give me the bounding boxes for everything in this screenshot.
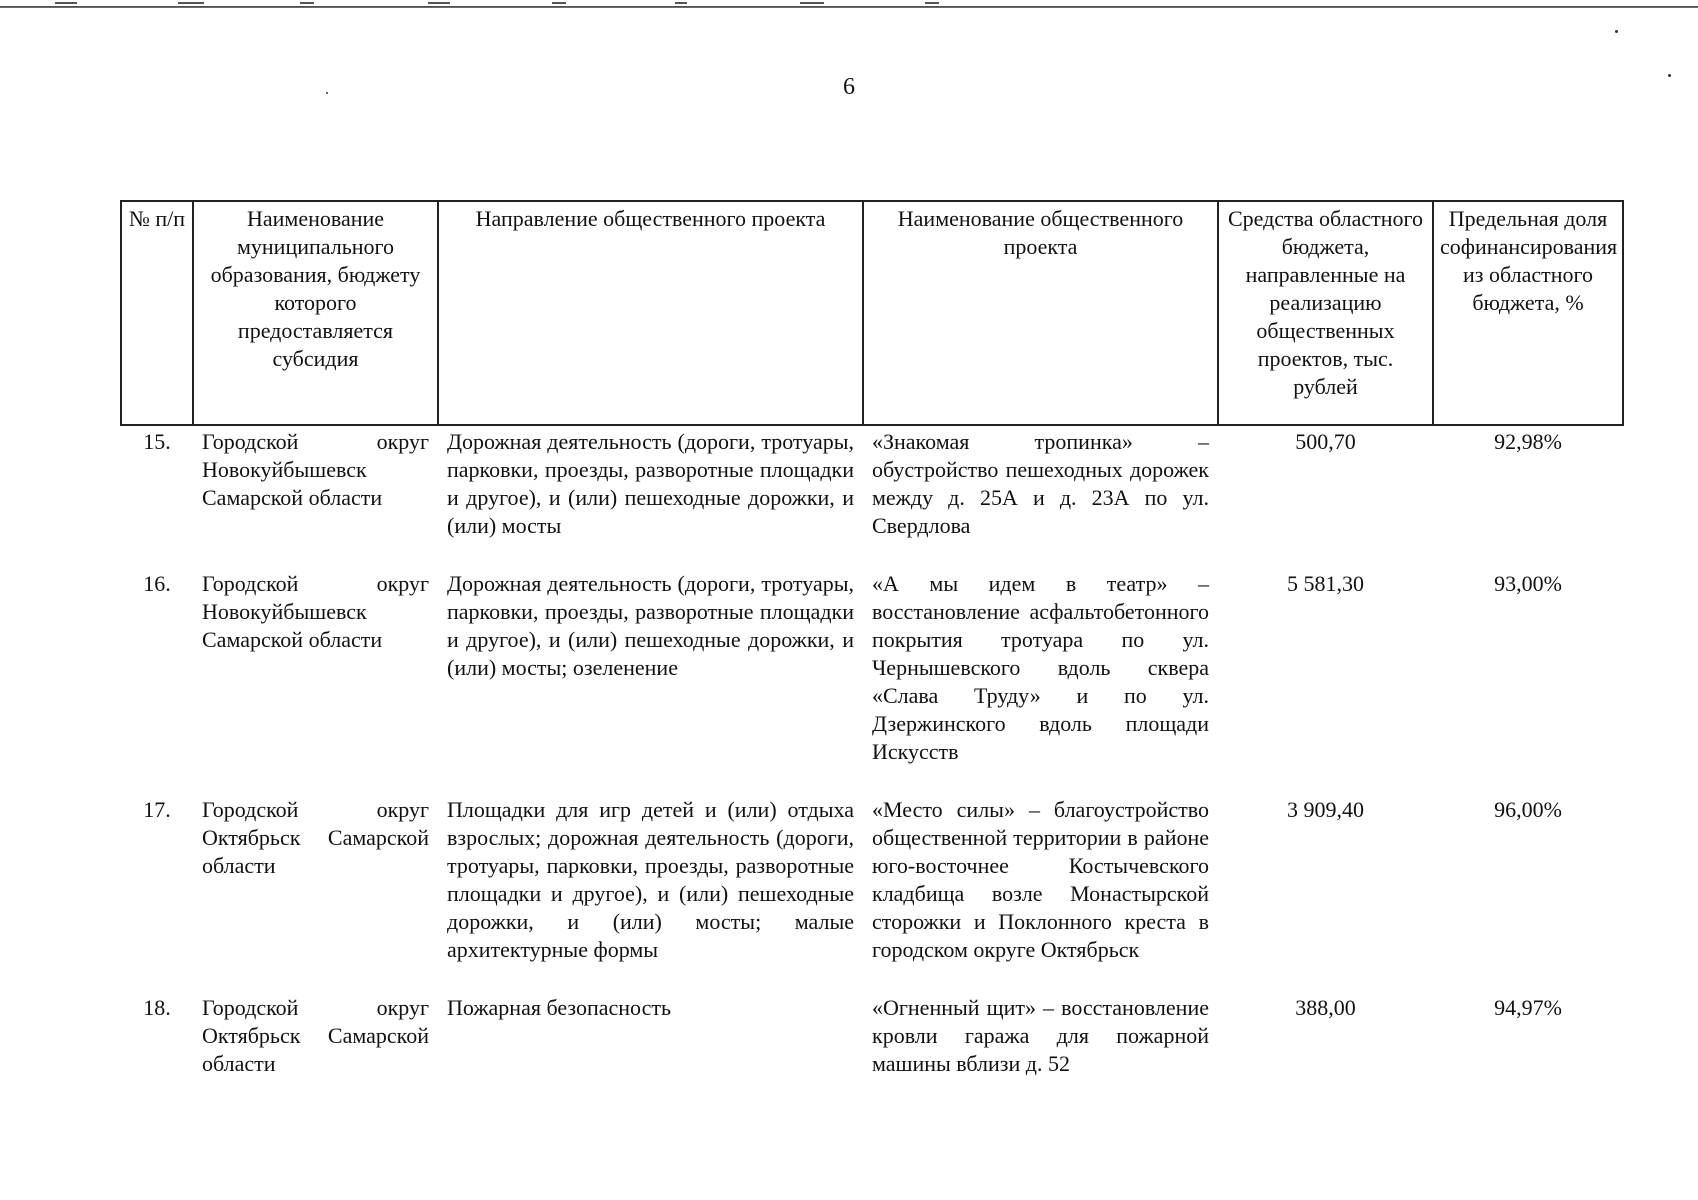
header-municipality: Наименование муниципального образования, бюджету которого предоставляется субсидия [193, 201, 438, 425]
row-funds: 5 581,30 [1287, 571, 1364, 596]
row-project: «Место силы» – благоустройство общественной территории в районе юго-восточнее Костычевского кладбища возле Монастырской сторожки и Поклонного креста в городском округе Октябрьск [872, 797, 1209, 962]
table-row [121, 425, 1623, 568]
row-municipality: Городской округ Новокуйбышевск Самарской области [202, 429, 429, 510]
row-direction: Дорожная деятельность (дороги, тротуары, парковки, проезды, разворотные площадки и другое), и (или) пешеходные дорожки, и (или) мосты [447, 429, 854, 538]
subsidy-table [120, 200, 1624, 1106]
row-share: 93,00% [1494, 571, 1562, 596]
row-number: 18. [143, 995, 171, 1020]
row-project: «А мы идем в театр» – восстановление асфальтобетонного покрытия тротуара по ул. Чернышевского вдоль сквера «Слава Труду» и по ул. Дзержинского вдоль площади Искусств [872, 571, 1209, 764]
table-row [121, 992, 1623, 1106]
scan-speck [1615, 30, 1618, 33]
header-funds: Средства областного бюджета, направленные на реализацию общественных проектов, тыс. рублей [1218, 201, 1433, 425]
row-share: 94,97% [1494, 995, 1562, 1020]
scan-artifacts [0, 0, 1000, 6]
scan-top-rule [0, 6, 1698, 8]
row-number: 15. [143, 429, 171, 454]
table-row [121, 794, 1623, 992]
row-funds: 388,00 [1295, 995, 1356, 1020]
row-funds: 500,70 [1295, 429, 1356, 454]
header-number: № п/п [121, 201, 193, 425]
row-municipality: Городской округ Новокуйбышевск Самарской области [202, 571, 429, 652]
row-direction: Площадки для игр детей и (или) отдыха взрослых; дорожная деятельность (дороги, тротуары, парковки, проезды, разворотные площадки и другое), и (или) пешеходные дорожки, и (или) мосты; малые архитектурные формы [447, 797, 854, 962]
row-share: 96,00% [1494, 797, 1562, 822]
row-project: «Знакомая тропинка» – обустройство пешеходных дорожек между д. 25А и д. 23А по ул. Свердлова [872, 429, 1209, 538]
table-header-row [121, 201, 1623, 425]
row-municipality: Городской округ Октябрьск Самарской области [202, 797, 429, 878]
header-project: Наименование общественного проекта [863, 201, 1218, 425]
row-direction: Пожарная безопасность [447, 995, 671, 1020]
table-row [121, 568, 1623, 794]
row-project: «Огненный щит» – восстановление кровли гаража для пожарной машины вблизи д. 52 [872, 995, 1209, 1076]
row-number: 17. [143, 797, 171, 822]
header-direction: Направление общественного проекта [438, 201, 863, 425]
page-number: 6 [843, 74, 855, 100]
row-share: 92,98% [1494, 429, 1562, 454]
row-number: 16. [143, 571, 171, 596]
row-municipality: Городской округ Октябрьск Самарской области [202, 995, 429, 1076]
header-share: Предельная доля софинансирования из областного бюджета, % [1433, 201, 1623, 425]
row-direction: Дорожная деятельность (дороги, тротуары, парковки, проезды, разворотные площадки и другое), и (или) пешеходные дорожки, и (или) мосты; озеленение [447, 571, 854, 680]
row-funds: 3 909,40 [1287, 797, 1364, 822]
